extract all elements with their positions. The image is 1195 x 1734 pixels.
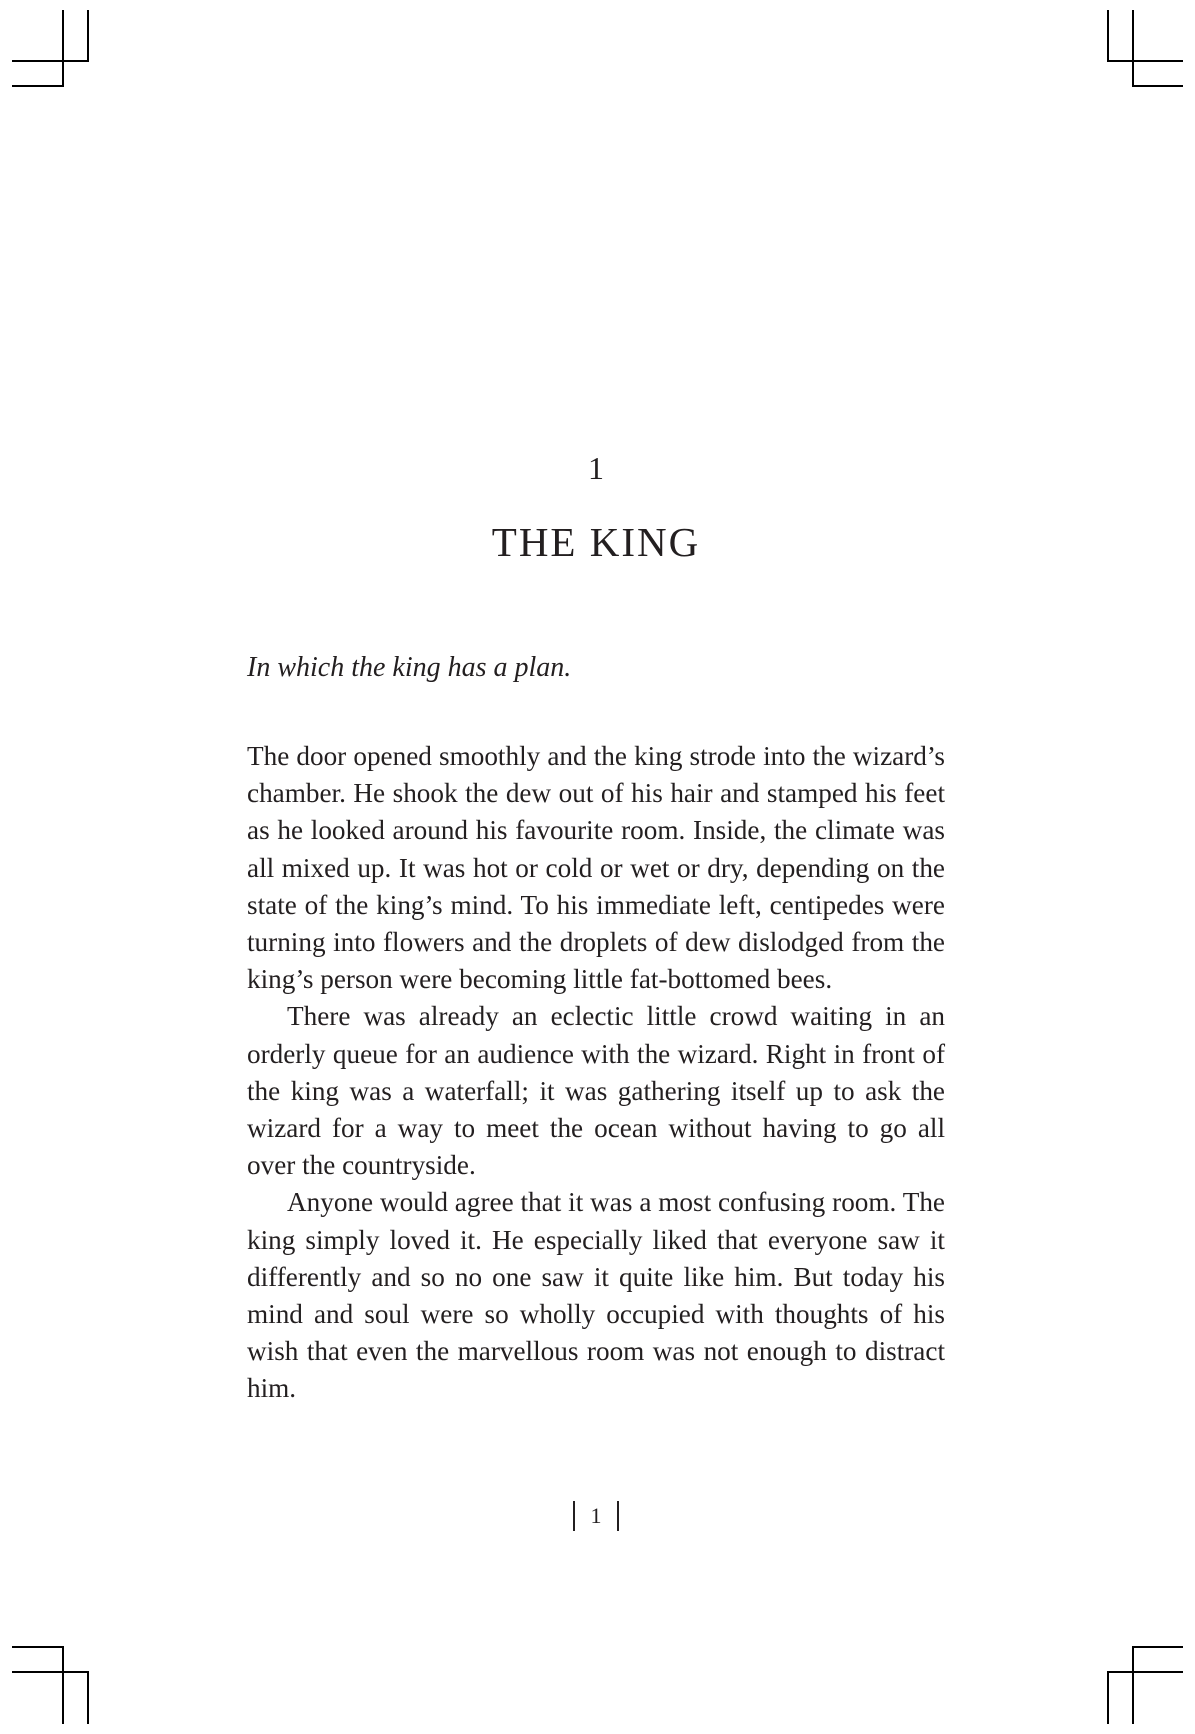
crop-line <box>1132 1646 1183 1648</box>
folio-left-bar <box>573 1501 575 1531</box>
paragraph: Anyone would agree that it was a most confusing room. The king simply loved it. He especially liked that everyone saw it differently and so no one saw it quite like him. But today his mind and soul were so wholly occupied with thoughts of his wish that even the marvellous room was not enough to distract him. <box>247 1187 945 1404</box>
crop-line <box>87 1671 89 1724</box>
crop-line <box>1107 1671 1183 1673</box>
chapter-number <box>247 448 945 488</box>
chapter-number-text: 1 <box>588 450 604 486</box>
crop-line <box>12 1671 88 1673</box>
crop-mark-top-left <box>0 0 100 100</box>
crop-line <box>1132 1646 1134 1724</box>
page-number <box>247 1496 945 1534</box>
page-number-text: 1 <box>590 1502 602 1528</box>
crop-mark-top-right <box>1095 0 1195 100</box>
crop-line <box>12 85 63 87</box>
folio-right-bar <box>617 1501 619 1531</box>
chapter-title-text: THE KING <box>491 519 701 565</box>
crop-line <box>1107 10 1109 62</box>
crop-mark-bottom-left <box>0 1634 100 1734</box>
paragraph: The door opened smoothly and the king strode into the wizard’s chamber. He shook the dew out of his hair and stamped his feet as he looked around his favourite room. Inside, the climate was all mixed up. It was hot or cold or wet or dry, depending on the state of the king’s mind. To his immediate left, centipedes were turning into flowers and the droplets of dew dislodged from the king’s person were becoming little fat-bottomed bees. <box>247 741 945 995</box>
crop-line <box>1107 1671 1109 1724</box>
chapter-epigraph: In which the king has a plan. <box>247 652 572 683</box>
crop-line <box>12 60 88 62</box>
crop-line <box>87 10 89 62</box>
crop-line <box>62 1646 64 1724</box>
crop-line <box>62 10 64 87</box>
crop-line <box>1132 85 1183 87</box>
crop-mark-bottom-right <box>1095 1634 1195 1734</box>
crop-line <box>12 1646 63 1648</box>
crop-line <box>1132 10 1134 87</box>
paragraph: There was already an eclectic little crowd waiting in an orderly queue for an audience with the wizard. Right in front of the king was a waterfall; it was gathering itself up to ask the wizard for a way to meet the ocean without having to go all over the countryside. <box>247 1001 945 1181</box>
body-text <box>247 738 945 1408</box>
chapter-title <box>247 517 945 567</box>
crop-line <box>1107 60 1183 62</box>
